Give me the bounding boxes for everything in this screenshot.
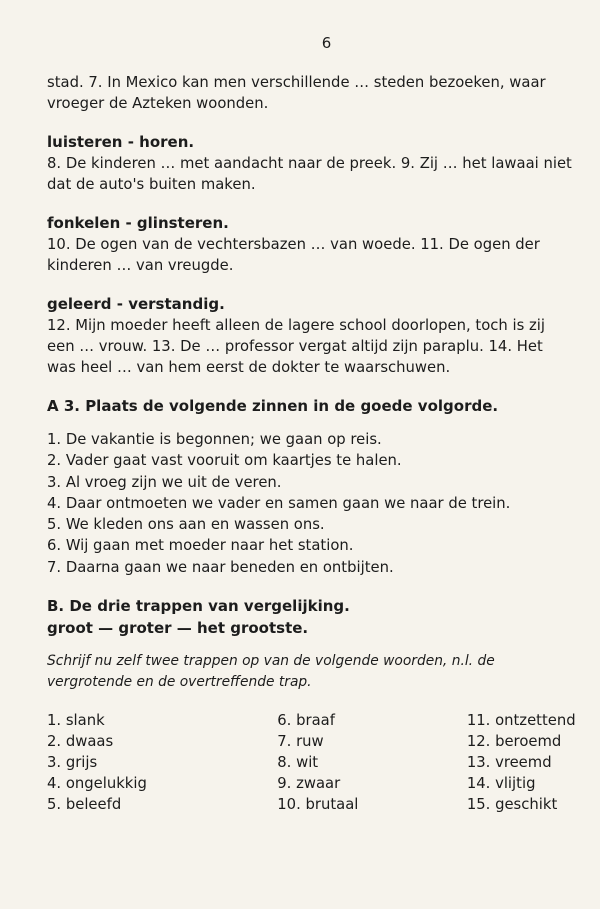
section-b-title: B. De drie trappen van vergelijking. [47, 597, 350, 616]
list-item: 5. We kleden ons aan en wassen ons. [47, 516, 325, 534]
word-column-2 [277, 710, 467, 815]
heading-geleerd-verstandig: geleerd - verstandig. [47, 295, 225, 313]
word-item: 10. brutaal [277, 796, 359, 814]
exercise-paragraph-luisteren: 8. De kinderen … met aandacht naar de preek. 9. Zij … het lawaai niet dat de auto's buiten maken. [47, 155, 572, 193]
word-item: 1. slank [47, 712, 105, 730]
word-columns [47, 710, 576, 815]
section-a3-title: A 3. Plaats de volgende zinnen in de goede volgorde. [47, 397, 499, 415]
word-item: 7. ruw [277, 733, 324, 751]
exercise-paragraph-geleerd: 12. Mijn moeder heeft alleen de lagere school doorlopen, toch is zij een … vrouw. 13. De … professor vergat altijd zijn paraplu. 14. Het was heel … van hem eerst de dokter te waarschuwen. [47, 317, 545, 376]
word-item: 2. dwaas [47, 733, 114, 751]
list-item: 7. Daarna gaan we naar beneden en ontbijten. [47, 558, 394, 576]
word-item: 12. beroemd [466, 733, 562, 751]
list-item: 2. Vader gaat vast vooruit om kaartjes te halen. [47, 452, 402, 470]
word-item: 9. zwaar [277, 775, 341, 793]
word-item: 4. ongelukkig [47, 775, 147, 793]
heading-luisteren-horen: luisteren - horen. [47, 133, 195, 151]
word-column-3 [467, 710, 576, 815]
page-number: 6 [321, 34, 332, 52]
intro-paragraph: stad. 7. In Mexico kan men verschillende … steden bezoeken, waar vroeger de Azteken woonden. [47, 74, 546, 112]
list-item: 6. Wij gaan met moeder naar het station. [47, 537, 354, 555]
sentence-list [47, 429, 576, 578]
list-item: 1. De vakantie is begonnen; we gaan op reis. [47, 431, 382, 448]
word-column-1 [47, 710, 277, 815]
word-item: 8. wit [277, 754, 319, 772]
word-item: 6. braaf [277, 712, 335, 730]
list-item: 4. Daar ontmoeten we vader en samen gaan we naar de trein. [47, 494, 511, 512]
word-item: 5. beleefd [47, 796, 122, 814]
word-item: 13. vreemd [466, 754, 552, 772]
word-item: 14. vlijtig [466, 775, 536, 793]
exercise-paragraph-fonkelen: 10. De ogen van de vechtersbazen … van woede. 11. De ogen der kinderen … van vreugde. [47, 236, 540, 274]
section-b-instruction: Schrijf nu zelf twee trappen op van de volgende woorden, n.l. de vergrotende en de overtreffende trap. [47, 653, 495, 691]
word-item: 3. grijs [47, 754, 98, 772]
word-item: 11. ontzettend [466, 712, 576, 730]
section-b-subtitle: groot — groter — het grootste. [47, 619, 309, 638]
list-item: 3. Al vroeg zijn we uit de veren. [47, 473, 282, 491]
word-item: 15. geschikt [466, 796, 558, 814]
heading-fonkelen-glinsteren: fonkelen - glinsteren. [47, 214, 229, 232]
